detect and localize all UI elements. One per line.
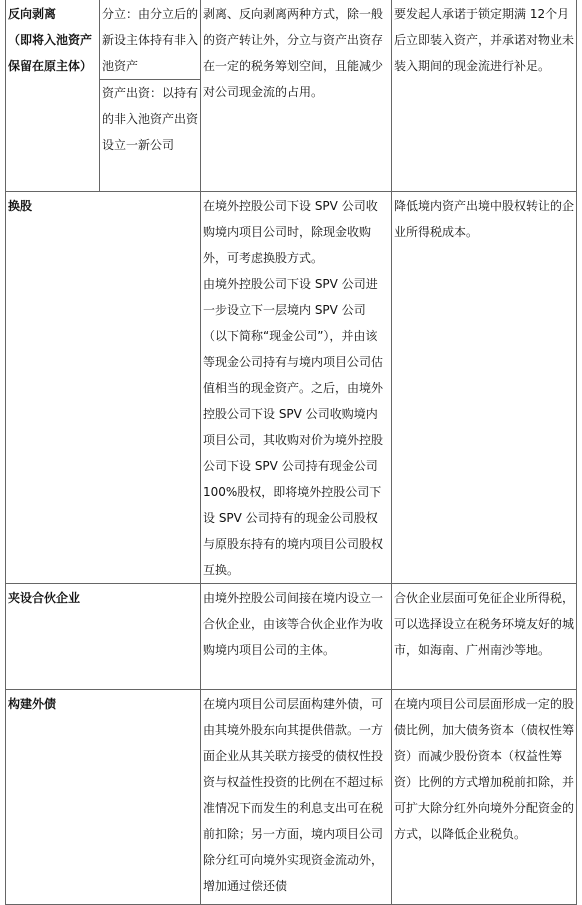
row-label-reverse-spinoff: 反向剥离 （即将入池资产保留在原主体） xyxy=(6,0,100,192)
effect-cell: 要发起人承诺于锁定期满 12个月后立即装入资产，并承诺对物业未装入期间的现金流进行补足。 xyxy=(392,0,577,192)
effect-cell: 降低境内资产出境中股权转让的企业所得税成本。 xyxy=(392,192,577,584)
method-paragraph: 由境外控股公司下设 SPV 公司进一步设立下一层境内 SPV 公司（以下简称“现金公司”），并由该等现金公司持有与境内项目公司估值相当的现金资产。之后，由境外控股公司下设 SPV 公司收购境内项目公司，其收购对价为境外控股公司下设 SPV 公司持有现金公司 100%股权，即将境外控股公司下设 SPV 公司持有的现金公司股权与原股东持有的境内项目公司股权互换。 xyxy=(203,277,384,577)
effect-cell: 合伙企业层面可免征企业所得税，可以选择设立在税务环境友好的城市，如海南、广州南沙等地。 xyxy=(392,584,577,690)
method-cell: 剥离、反向剥离两种方式，除一般的资产转让外，分立与资产出资存在一定的税务筹划空间，且能减少对公司现金流的占用。 xyxy=(201,0,392,192)
method-paragraph: 在境外控股公司下设 SPV 公司收购境内项目公司时，除现金收购外，可考虑换股方式。 xyxy=(203,199,378,265)
row-label-foreign-debt: 构建外债 xyxy=(6,690,201,905)
method-cell xyxy=(201,192,392,584)
sub-method-asset-contribution: 资产出资：以持有的非入池资产出资设立一新公司 xyxy=(100,79,200,158)
tax-structure-table xyxy=(5,0,577,905)
sub-method-cell xyxy=(100,0,201,192)
table-row xyxy=(6,192,577,584)
row-label-partnership: 夹设合伙企业 xyxy=(6,584,201,690)
method-cell: 在境内项目公司层面构建外债，可由其境外股东向其提供借款。一方面企业从其关联方接受的债权性投资与权益性投资的比例在不超过标准情况下而发生的利息支出可在税前扣除；另一方面，境内项目公司除分红可向境外实现资金流动外，增加通过偿还债 xyxy=(201,690,392,905)
table-row xyxy=(6,0,577,192)
sub-method-division: 分立：由分立后的新设主体持有非入池资产 xyxy=(102,7,199,73)
method-cell: 由境外控股公司间接在境内设立一合伙企业，由该等合伙企业作为收购境内项目公司的主体。 xyxy=(201,584,392,690)
table-row xyxy=(6,690,577,905)
effect-cell: 在境内项目公司层面形成一定的股债比例，加大债务资本（债权性筹资）而减少股份资本（权益性筹资）比例的方式增加税前扣除，并可扩大除分红外向境外分配资金的方式，以降低企业税负。 xyxy=(392,690,577,905)
table-row xyxy=(6,584,577,690)
row-label-share-swap: 换股 xyxy=(6,192,201,584)
